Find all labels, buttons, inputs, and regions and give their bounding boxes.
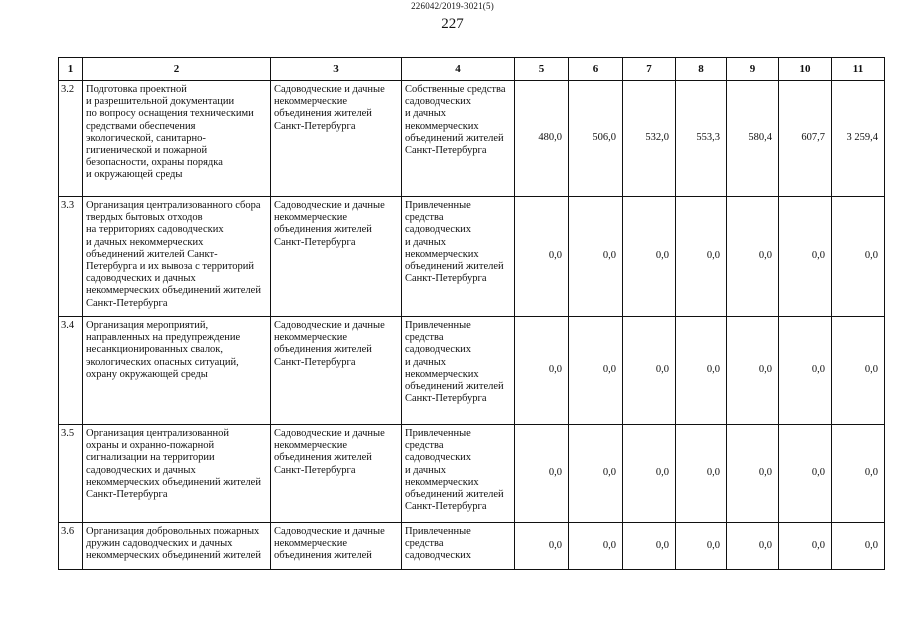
value-cell: 480,0 — [515, 81, 569, 197]
cell-line: садоводческих — [405, 224, 472, 236]
value-cell: 0,0 — [569, 317, 623, 425]
value-cell: 0,0 — [727, 197, 779, 317]
cell-line: по вопросу оснащения техническими — [86, 108, 254, 120]
cell-line: охраны и охранно-пожарной — [86, 440, 215, 452]
column-header: 7 — [623, 58, 676, 81]
column-header: 11 — [832, 58, 885, 81]
cell-line: некоммерческих — [405, 476, 479, 488]
table-row — [59, 197, 885, 317]
cell-line: объединения жителей — [274, 224, 372, 236]
row-index: 3.3 — [59, 197, 83, 317]
cell-line: и дачных некоммерческих — [86, 236, 204, 248]
cell-line: объединений жителей — [405, 261, 504, 273]
document-code: 226042/2019-3021(5) — [411, 1, 494, 11]
value-cell: 553,3 — [676, 81, 727, 197]
cell-line: Организация добровольных пожарных — [86, 526, 260, 537]
value-cell: 0,0 — [779, 425, 832, 523]
cell-line: Садоводческие и дачные — [274, 526, 385, 537]
cell-line: объединения жителей — [274, 550, 372, 562]
cell-line: и дачных — [405, 108, 447, 120]
value-cell: 0,0 — [832, 523, 885, 570]
cell-line: объединений жителей Санкт- — [86, 248, 218, 260]
cell-line: объединений жителей — [405, 489, 504, 501]
value-cell: 0,0 — [569, 425, 623, 523]
column-header: 1 — [59, 58, 83, 81]
column-header: 10 — [779, 58, 832, 81]
cell-line: объединений жителей — [405, 132, 504, 144]
cell-line: средствами обеспечения — [86, 120, 196, 132]
value-cell: 607,7 — [779, 81, 832, 197]
cell-line: садоводческих и дачных — [86, 273, 196, 285]
cell-name — [83, 425, 271, 523]
cell-line: некоммерческих — [405, 120, 479, 132]
cell-line: Собственные средства — [405, 84, 506, 95]
cell-line: объединений жителей — [405, 381, 504, 393]
cell-line: некоммерческих — [405, 368, 479, 380]
table-row — [59, 81, 885, 197]
cell-line: Санкт-Петербурга — [274, 356, 356, 368]
cell-name — [83, 317, 271, 425]
cell-source — [402, 425, 515, 523]
cell-line: некоммерческие — [274, 440, 348, 452]
column-header: 5 — [515, 58, 569, 81]
cell-line: Санкт-Петербурга — [405, 145, 487, 157]
cell-line: твердых бытовых отходов — [86, 212, 203, 224]
value-cell: 0,0 — [623, 523, 676, 570]
value-cell: 0,0 — [569, 197, 623, 317]
cell-source — [402, 197, 515, 317]
cell-line: некоммерческие — [274, 332, 348, 344]
cell-line: Санкт-Петербурга — [274, 120, 356, 132]
cell-line: экологических опасных ситуаций, — [86, 356, 239, 368]
cell-line: Санкт-Петербурга — [86, 489, 168, 501]
cell-line: садоводческих — [405, 452, 472, 464]
value-cell: 532,0 — [623, 81, 676, 197]
cell-line: охрану окружающей среды — [86, 368, 208, 380]
cell-line: садоводческих и дачных — [86, 464, 196, 476]
cell-source — [402, 523, 515, 570]
value-cell: 0,0 — [623, 197, 676, 317]
value-cell: 0,0 — [515, 197, 569, 317]
cell-line: Организация централизованной — [86, 428, 229, 439]
table-row — [59, 425, 885, 523]
cell-line: Привлеченные — [405, 200, 471, 211]
cell-executor — [271, 317, 402, 425]
cell-line: Санкт-Петербурга — [405, 393, 487, 405]
value-cell: 0,0 — [727, 425, 779, 523]
cell-line: и дачных — [405, 236, 447, 248]
value-cell: 0,0 — [779, 523, 832, 570]
cell-line: и разрешительной документации — [86, 96, 235, 108]
cell-source — [402, 317, 515, 425]
cell-name — [83, 197, 271, 317]
value-cell: 0,0 — [832, 197, 885, 317]
cell-line: сигнализации на территории — [86, 452, 215, 464]
value-cell: 0,0 — [832, 425, 885, 523]
cell-line: Садоводческие и дачные — [274, 428, 385, 439]
cell-line: некоммерческих — [405, 248, 479, 260]
row-index: 3.2 — [59, 81, 83, 197]
cell-line: и окружающей среды — [86, 169, 183, 181]
cell-source — [402, 81, 515, 197]
value-cell: 0,0 — [779, 317, 832, 425]
value-cell: 0,0 — [676, 523, 727, 570]
cell-line: некоммерческие — [274, 96, 348, 108]
cell-name — [83, 81, 271, 197]
column-header: 6 — [569, 58, 623, 81]
cell-line: садоводческих — [405, 96, 472, 108]
cell-line: и дачных — [405, 464, 447, 476]
cell-line: объединения жителей — [274, 344, 372, 356]
cell-name — [83, 523, 271, 570]
cell-line: Организация мероприятий, — [86, 320, 209, 331]
row-index: 3.6 — [59, 523, 83, 570]
cell-line: направленных на предупреждение — [86, 332, 241, 344]
value-cell: 506,0 — [569, 81, 623, 197]
cell-line: Санкт-Петербурга — [86, 297, 168, 309]
page-number: 227 — [441, 16, 464, 32]
value-cell: 0,0 — [727, 523, 779, 570]
cell-line: Петербурга и их вывоза с территорий — [86, 261, 254, 273]
table-row — [59, 523, 885, 570]
cell-line: объединения жителей — [274, 108, 372, 120]
cell-line: садоводческих — [405, 344, 472, 356]
table-row — [59, 317, 885, 425]
cell-line: объединения жителей — [274, 452, 372, 464]
cell-line: и дачных — [405, 356, 447, 368]
value-cell: 0,0 — [727, 317, 779, 425]
cell-line: Садоводческие и дачные — [274, 320, 385, 331]
row-index: 3.4 — [59, 317, 83, 425]
value-cell: 0,0 — [515, 317, 569, 425]
cell-line: некоммерческие — [274, 538, 348, 550]
cell-executor — [271, 523, 402, 570]
cell-line: некоммерческих объединений жителей — [86, 285, 261, 297]
cell-executor — [271, 81, 402, 197]
row-index: 3.5 — [59, 425, 83, 523]
cell-line: средства — [405, 538, 444, 550]
cell-line: Организация централизованного сбора — [86, 200, 261, 211]
column-header: 8 — [676, 58, 727, 81]
cell-line: Санкт-Петербурга — [405, 273, 487, 285]
cell-line: средства — [405, 212, 444, 224]
cell-line: Санкт-Петербурга — [274, 464, 356, 476]
value-cell: 580,4 — [727, 81, 779, 197]
cell-line: безопасности, охраны порядка — [86, 157, 223, 169]
cell-line: средства — [405, 440, 444, 452]
cell-line: экологической, санитарно- — [86, 132, 206, 144]
value-cell: 0,0 — [832, 317, 885, 425]
value-cell: 0,0 — [515, 425, 569, 523]
cell-executor — [271, 197, 402, 317]
cell-line: садоводческих — [405, 550, 472, 562]
cell-line: Садоводческие и дачные — [274, 84, 385, 95]
cell-line: Садоводческие и дачные — [274, 200, 385, 211]
cell-line: несанкционированных свалок, — [86, 344, 224, 356]
column-header: 2 — [83, 58, 271, 81]
cell-line: средства — [405, 332, 444, 344]
value-cell: 0,0 — [676, 197, 727, 317]
cell-line: Санкт-Петербурга — [405, 501, 487, 513]
cell-line: Привлеченные — [405, 320, 471, 331]
value-cell: 3 259,4 — [832, 81, 885, 197]
cell-line: гигиенической и пожарной — [86, 145, 208, 157]
cell-line: дружин садоводческих и дачных — [86, 538, 233, 550]
value-cell: 0,0 — [515, 523, 569, 570]
column-header: 4 — [402, 58, 515, 81]
column-header: 3 — [271, 58, 402, 81]
value-cell: 0,0 — [676, 425, 727, 523]
header-row — [59, 58, 885, 81]
budget-table — [58, 57, 885, 570]
cell-line: на территориях садоводческих — [86, 224, 224, 236]
value-cell: 0,0 — [569, 523, 623, 570]
value-cell: 0,0 — [779, 197, 832, 317]
cell-line: Привлеченные — [405, 428, 471, 439]
cell-line: некоммерческих объединений жителей — [86, 550, 261, 562]
value-cell: 0,0 — [623, 317, 676, 425]
cell-line: некоммерческих объединений жителей — [86, 476, 261, 488]
column-header: 9 — [727, 58, 779, 81]
value-cell: 0,0 — [676, 317, 727, 425]
cell-line: некоммерческие — [274, 212, 348, 224]
cell-line: Санкт-Петербурга — [274, 236, 356, 248]
cell-line: Подготовка проектной — [86, 84, 187, 95]
cell-executor — [271, 425, 402, 523]
value-cell: 0,0 — [623, 425, 676, 523]
cell-line: Привлеченные — [405, 526, 471, 537]
